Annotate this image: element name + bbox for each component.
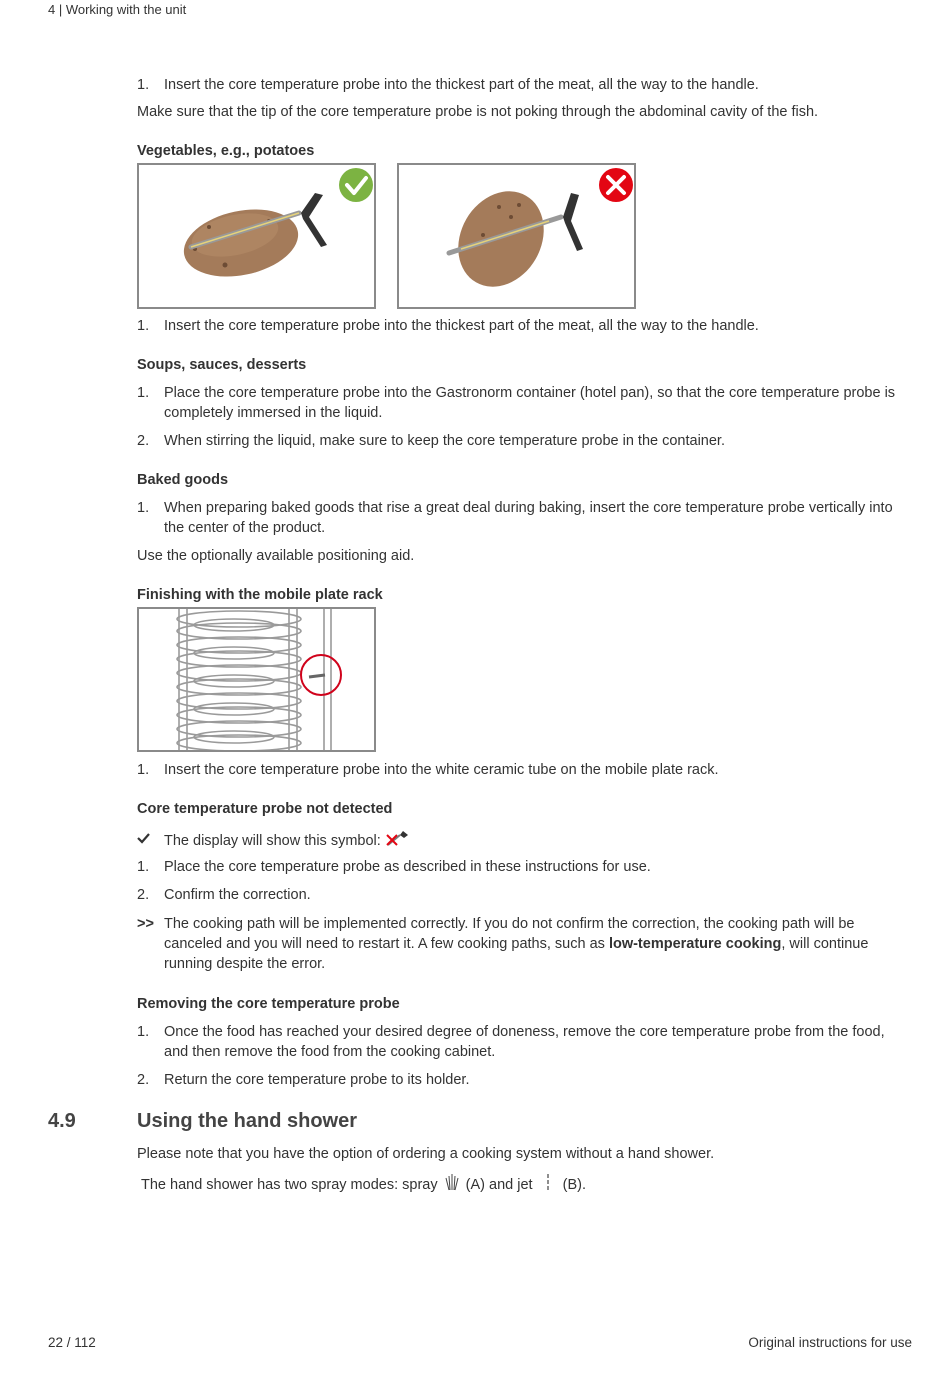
baked-note: Use the optionally available positioning aid. xyxy=(137,548,415,564)
meat-step-1 xyxy=(137,75,912,95)
running-header: 4 | Working with the unit xyxy=(48,2,187,17)
result-text-b: , will continue running despite the error. xyxy=(164,936,869,972)
soups-heading: Soups, sauces, desserts xyxy=(137,357,307,373)
notdetected-check xyxy=(137,830,912,851)
step-number: 2. xyxy=(137,887,150,903)
result-bold: low-temperature cooking xyxy=(608,936,782,952)
step-text: Insert the core temperature probe into the thickest part of the meat, all the way to the handle. xyxy=(164,77,759,93)
section-para-1: Please note that you have the option of ordering a cooking system without a hand shower. xyxy=(137,1146,715,1162)
rack-step-1 xyxy=(137,760,912,780)
result-text-a: The cooking path will be implemented correctly. If you do not confirm the correction, the cooking path will be canceled and you will need to restart it. A few cooking paths, such as xyxy=(164,916,855,952)
baked-heading: Baked goods xyxy=(137,472,229,488)
para2-text-b: (A) and jet xyxy=(465,1177,533,1193)
soups-step-1 xyxy=(137,383,912,423)
rack-heading: Finishing with the mobile plate rack xyxy=(137,587,383,603)
notdetected-step-2 xyxy=(137,885,912,905)
step-number: 1. xyxy=(137,77,150,93)
step-text: When stirring the liquid, make sure to keep the core temperature probe in the container. xyxy=(164,433,725,449)
para2-text-a: The hand shower has two spray modes: spray xyxy=(141,1177,438,1193)
section-para-2 xyxy=(141,1174,586,1195)
notdetected-step-1 xyxy=(137,857,912,877)
step-text: Insert the core temperature probe into the white ceramic tube on the mobile plate rack. xyxy=(164,762,719,778)
step-text: Confirm the correction. xyxy=(164,887,311,903)
check-text: The display will show this symbol: xyxy=(164,833,381,849)
result-marker: >> xyxy=(137,916,154,932)
step-text: When preparing baked goods that rise a great deal during baking, insert the core temperature probe vertically into the center of the product. xyxy=(164,500,893,536)
checkmark-icon xyxy=(137,830,161,850)
figure-potato-wrong xyxy=(397,163,636,309)
page-number: 22 / 112 xyxy=(48,1335,96,1350)
meat-note: Make sure that the tip of the core temperature probe is not poking through the abdominal cavity of the fish. xyxy=(137,104,819,120)
step-number: 1. xyxy=(137,762,150,778)
section-number: 4.9 xyxy=(48,1110,76,1132)
step-text: Place the core temperature probe into the Gastronorm container (hotel pan), so that the core temperature probe is completely immersed in the liquid. xyxy=(164,385,896,421)
step-text: Return the core temperature probe to its holder. xyxy=(164,1072,470,1088)
check-icon xyxy=(339,168,373,202)
step-number: 1. xyxy=(137,385,150,401)
removing-step-2 xyxy=(137,1070,912,1090)
step-text: Place the core temperature probe as described in these instructions for use. xyxy=(164,859,651,875)
step-number: 1. xyxy=(137,1024,150,1040)
jet-icon xyxy=(541,1174,555,1192)
removing-heading: Removing the core temperature probe xyxy=(137,996,400,1012)
step-text: Once the food has reached your desired degree of doneness, remove the core temperature probe from the food, and then remove the food from the cooking cabinet. xyxy=(164,1024,885,1060)
vegetables-step-1 xyxy=(137,316,912,336)
step-number: 2. xyxy=(137,1072,150,1088)
step-number: 1. xyxy=(137,859,150,875)
plate-rack-illustration xyxy=(139,609,374,750)
spray-icon xyxy=(444,1174,460,1192)
soups-step-2 xyxy=(137,431,912,451)
probe-not-detected-icon xyxy=(385,830,409,848)
para2-text-c: (B). xyxy=(562,1177,586,1193)
step-text: Insert the core temperature probe into the thickest part of the meat, all the way to the handle. xyxy=(164,318,759,334)
figure-plate-rack xyxy=(137,607,376,752)
vegetables-heading: Vegetables, e.g., potatoes xyxy=(137,143,315,159)
step-number: 1. xyxy=(137,318,150,334)
footer-title: Original instructions for use xyxy=(748,1335,912,1350)
section-title: Using the hand shower xyxy=(137,1110,358,1132)
notdetected-heading: Core temperature probe not detected xyxy=(137,801,393,817)
step-number: 1. xyxy=(137,500,150,516)
removing-step-1 xyxy=(137,1022,912,1062)
notdetected-result xyxy=(137,914,912,974)
potato-correct-illustration xyxy=(139,165,374,307)
step-number: 2. xyxy=(137,433,150,449)
potato-wrong-illustration xyxy=(399,165,634,307)
figure-potato-correct xyxy=(137,163,376,309)
baked-step-1 xyxy=(137,498,912,538)
